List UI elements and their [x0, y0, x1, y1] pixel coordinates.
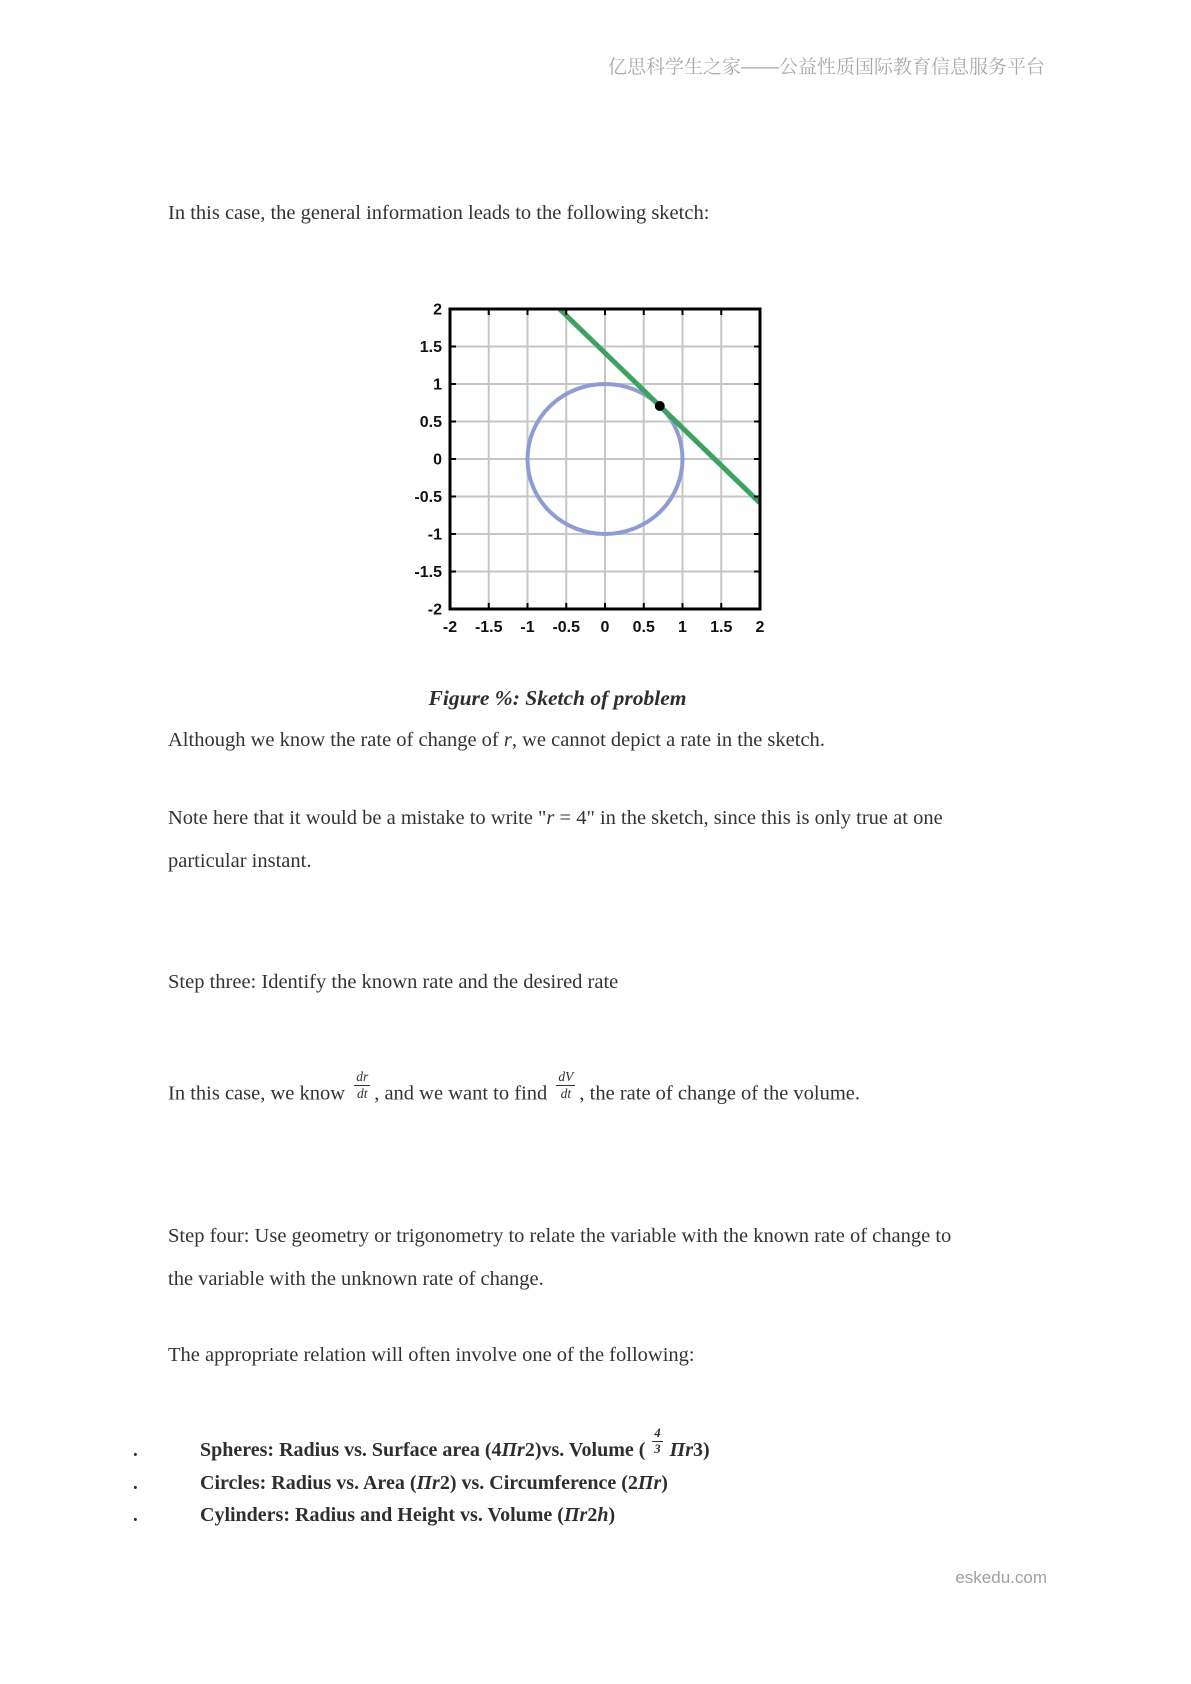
text-run: , we cannot depict a rate in the sketch.: [511, 729, 825, 751]
figure-caption: Figure %: Sketch of problem: [428, 686, 687, 710]
x-tick-label: -1.5: [474, 619, 503, 636]
tangent-point: [655, 401, 665, 411]
bullet-text: [200, 1472, 668, 1494]
x-tick-label: 1: [678, 619, 687, 636]
text-run: ): [608, 1504, 616, 1526]
list-item: [133, 1467, 710, 1500]
x-tick-label: 0: [600, 619, 610, 636]
text-run: , the rate of change of the volume.: [579, 1082, 861, 1105]
text-run: 2: [587, 1504, 598, 1526]
y-tick-label: -1: [427, 526, 442, 544]
text-run: Note here that it would be a mistake to write ": [168, 807, 547, 829]
text-run: 2) vs. Circumference (2: [439, 1471, 638, 1494]
y-tick-label: -1.5: [414, 564, 442, 581]
intro-paragraph: In this case, the general information leads to the following sketch:: [168, 202, 710, 224]
paragraph-relation: The appropriate relation will often involve one of the following:: [168, 1344, 695, 1366]
sketch-figure: [400, 299, 776, 648]
text-run: , and we want to find: [374, 1082, 553, 1105]
text-run: Πr: [501, 1439, 525, 1461]
x-tick-label: -1: [520, 619, 535, 636]
text-run: In this case, we know: [168, 1082, 351, 1105]
text-run: Cylinders: Radius and Height vs. Volume (: [200, 1504, 564, 1526]
step-four-heading: Step four: Use geometry or trigonometry to relate the variable with the known rate of change to the variable with the unknown rate of change.: [168, 1225, 952, 1290]
text-run: r: [546, 807, 555, 829]
fraction: $\frac{dr}{dt}$: [356, 1069, 369, 1102]
paragraph-although: [168, 729, 825, 753]
text-run: Πr: [563, 1504, 588, 1526]
step-three-heading: Step three: Identify the known rate and the desired rate: [168, 971, 619, 993]
bullet-marker: .: [133, 1440, 138, 1461]
y-tick-label: -0.5: [414, 489, 442, 506]
x-tick-label: 1.5: [710, 619, 733, 636]
fraction: $\frac{dV}{dt}$: [558, 1069, 574, 1102]
bullet-marker: .: [133, 1505, 138, 1526]
y-tick-label: 2: [433, 301, 442, 319]
sketch-chart: [400, 299, 776, 643]
x-tick-label: -0.5: [552, 619, 581, 636]
text-run: Πr: [637, 1471, 662, 1494]
x-tick-label: 2: [755, 619, 765, 636]
text-run: Circles: Radius vs. Area (: [200, 1471, 417, 1494]
text-run: r: [503, 729, 512, 751]
y-tick-label: 0: [433, 451, 442, 469]
text-run: Although we know the rate of change of: [168, 729, 504, 751]
bullet-text: [200, 1425, 710, 1461]
chart-background: [400, 299, 776, 643]
x-tick-label: -2: [442, 619, 458, 636]
list-item: [133, 1425, 710, 1467]
x-tick-label: 0.5: [632, 619, 655, 636]
paragraph-known-rates: [168, 1069, 861, 1110]
footer-site-text: eskedu.com: [955, 1568, 1047, 1587]
text-run: = 4" in the sketch, since this is only true at one particular instant.: [168, 807, 943, 872]
text-run: Spheres: Radius vs. Surface area (4: [200, 1439, 502, 1461]
bullet-text: [200, 1504, 615, 1526]
platform-header-text: 亿思科学生之家——公益性质国际教育信息服务平台: [607, 57, 1045, 78]
text-run: h: [597, 1504, 609, 1526]
list-item: [133, 1499, 710, 1532]
text-run: 2)vs. Volume (: [524, 1439, 651, 1461]
fraction: $\frac{4}{3}$: [654, 1425, 661, 1456]
text-run: Πr: [416, 1471, 440, 1494]
y-tick-label: 1.5: [419, 339, 442, 356]
text-run: 3): [693, 1439, 710, 1461]
y-tick-label: 1: [433, 376, 442, 394]
bullet-marker: .: [133, 1472, 138, 1494]
relations-bullet-list: [133, 1425, 710, 1532]
text-run: ): [661, 1471, 668, 1494]
text-run: Πr: [669, 1439, 693, 1461]
y-tick-label: 0.5: [419, 414, 442, 431]
y-tick-label: -2: [427, 601, 442, 619]
paragraph-note: [168, 797, 978, 883]
